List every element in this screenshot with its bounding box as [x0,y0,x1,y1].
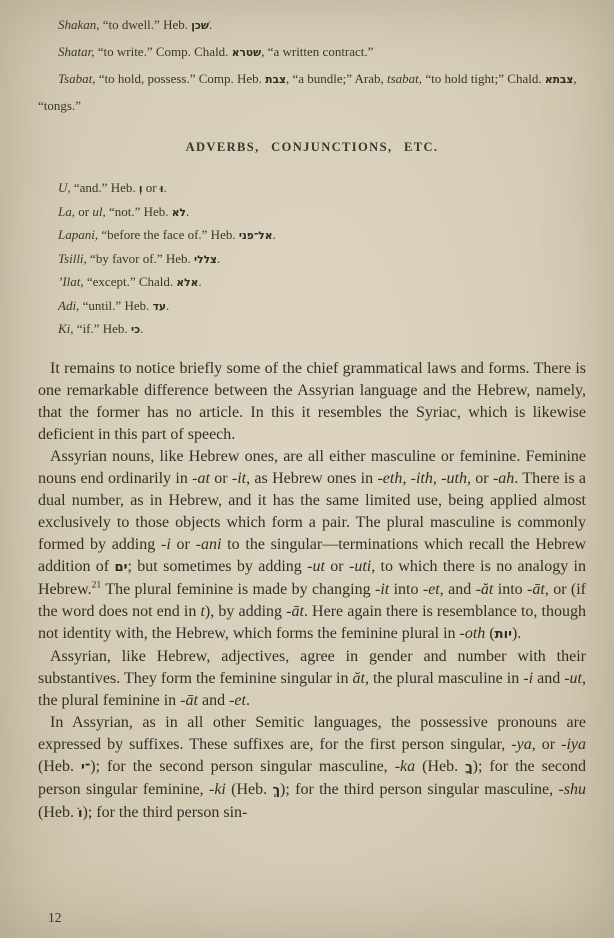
adverb-entry: U, “and.” Heb. וְ or וּ. [58,180,167,195]
adverb-entry: Ki, “if.” Heb. כי. [58,321,144,336]
lexicon-entry: Shakan, “to dwell.” Heb. שׁכן. [58,17,213,32]
body-section [38,358,586,825]
adverb-list [38,177,586,342]
body-paragraph: In Assyrian, as in all other Semitic languages, the possessive pronouns are expressed by suffixes. These suffixes are, for the first person singular, -ya, or -iya (Heb. ־י); for the second person singular masculine, -ka (Heb. ךָ); for the second person singular feminine, -ki (Heb. ךְ); for the third person singular masculine, -shu (Heb. וֹ); for the third person sin- [38,713,587,821]
page-number: 12 [48,910,62,925]
lexicon-entry: Shatar, “to write.” Comp. Chald. שטרא, “a written contract.” [58,44,374,59]
adverb-entry: La, or ul, “not.” Heb. לא. [58,203,190,219]
lexicon-entry: Tsabat, “to hold, possess.” Comp. Heb. צבת, “a bundle;” Arab, tsabat, “to hold tight;” Chald. צבתא, “tongs.” [38,71,577,113]
body-paragraph: Assyrian nouns, like Hebrew ones, are all either masculine or feminine. Feminine nouns end ordinarily in -at or -it, as Hebrew ones in -eth, -ith, -uth, or -ah. There is a dual number, as in Hebrew, and it has the same limited use, being applied almost exclusively to those objects which form a pair. The plural masculine is commonly formed by adding -i or -ani to the singular—terminations which recall the Hebrew addition of ים; but sometimes by adding -ut or -uti, to which there is no analogy in Hebrew.$^{21}$ The plural feminine is made by changing -it into -et, and -ăt into -āt, or (if the word does not end in t), by adding -āt. Here again there is resemblance to, though not identity with, the Hebrew, which forms the feminine plural in -oth (יות). [38,447,587,642]
body-paragraph: It remains to notice briefly some of the chief grammatical laws and forms. There is one remarkable difference between the Assyrian language and the Hebrew, namely, that the former has no article. In this it resembles the Syriac, which is likewise deficient in this part of speech. [38,359,586,443]
section-heading: ADVERBS, CONJUNCTIONS, ETC. [185,140,439,154]
body-paragraph: Assyrian, like Hebrew, adjectives, agree in gender and number with their substantives. They form the feminine singular in ăt, the plural masculine in -i and -ut, the plural feminine in -āt and -et. [38,647,586,709]
adverb-entry: Lapani, “before the face of.” Heb. אל־פני. [58,227,276,242]
adverb-entry: Tsilli, “by favor of.” Heb. צללי. [58,250,221,266]
adverb-entry: ’Ilat, “except.” Chald. אלא. [58,274,202,289]
lexicon-section [38,12,586,119]
adverb-entry: Adi, “until.” Heb. עד. [58,297,170,313]
